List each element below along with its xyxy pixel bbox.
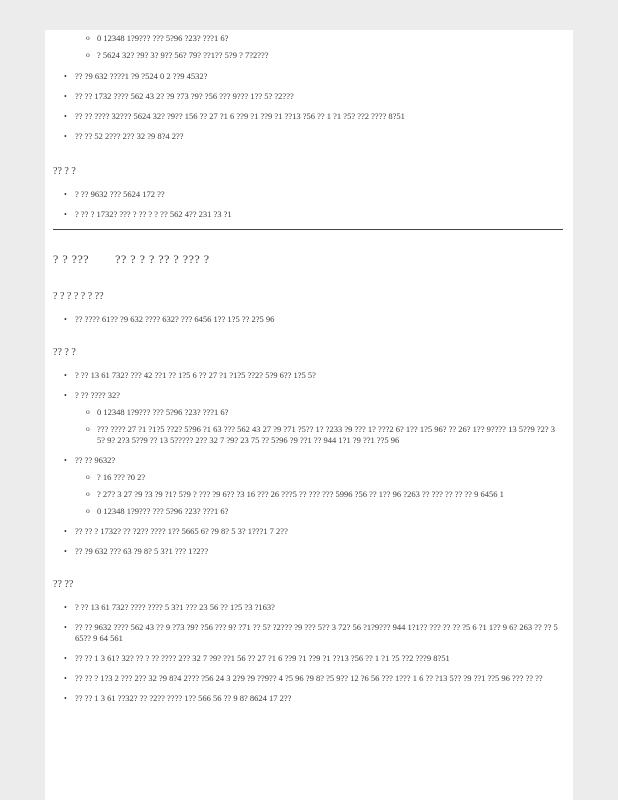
list-item [53, 390, 563, 446]
list-item: • ?? ?? 1 3 61? 32? ?? ? ?? ???? 2?? 32 7 ?9? ??1 56 ?? 27 ?1 6 ??9 ?1 ??9 ?1 ??13 ?56 ?? 1 ?1 ?5 ??2 ???9 8?51 [53, 653, 563, 664]
list-item: • ? ?? 9632 ??? 5624 172 ?? [53, 189, 563, 200]
list-item: • ?? ?? ? 1?3 2 ??? 2?? 32 ?9 8?4 2??? ?56 24 3 2?9 ?9 ??9?? 4 ?5 96 ?9 8? ?5 9?? 12 ?6 56 ??? 1??? 1 6 ?? ?13 5?? ?9 ??1 ??5 96 ??? ?? ?? [53, 673, 563, 684]
list-item: • ? ?? ? 1732? ??? ? ?? ? ? ?? 562 4?? 231 ?3 ?1 [53, 209, 563, 220]
section-heading: ?? ? ? [53, 166, 76, 177]
list-item: • ?? ?? 1732 ???? 562 43 2? ?9 ?73 ?9? ?56 ??? 9??? 1?? 5? ?2??? [53, 91, 563, 102]
sub-list [75, 407, 563, 446]
list-item: • ?? ?? 52 2??? 2?? 32 ?9 8?4 2?? [53, 131, 563, 142]
list-item [53, 370, 563, 381]
page-title-right: ?? ? ? ? ?? ? ??? ? [115, 252, 210, 266]
list-item-text: ?? ?? 9632? [75, 455, 116, 465]
section-heading: ?? ?? [53, 579, 74, 590]
section-heading: ?? ? ? [53, 347, 76, 358]
section-heading: ? ? ? ? ? ? ?? [53, 291, 104, 302]
sub-list-item: o ??? ???? 27 ?1 ?1?5 ??2? 5?96 ?1 63 ??? 562 43 27 ?9 ?71 ?5?? 1? ?233 ?9 ??? 1? ???2 6? 1?? 1?5 96? ?? 26? 1?? 9???? 13 5??9 ?2? 3 5? 9? 2?3 5??9 ?? 13 5????? 2?? 32 7 ?9? 23 75 ?? 5?96 ?9 ??1 ?? 944 1?1 ?9 ??1 ??5 96 [75, 424, 563, 446]
list-item-text: ?? ?? ? 1732? ?? ?2?? ???? 1?? 5665 6? ?9 8? 5 3? 1???1 7 2?? [75, 526, 288, 536]
continued-list [53, 71, 563, 142]
list-item: o 0 12348 1?9??? ??? 5?96 ?23? ???1 6? [53, 33, 563, 44]
list-item: • ?? ?9 632 ????1 ?9 ?524 0 2 ??9 4532? [53, 71, 563, 82]
section-list [53, 314, 563, 325]
list-item: • ?? ?? ???? 32??? 5624 32? ?9?? 156 ?? 27 ?1 6 ??9 ?1 ??9 ?1 ??13 ?56 ?? 1 ?1 ?5? ??2 ???? 8?51 [53, 111, 563, 122]
page-title-left: ? ? ??? [53, 252, 90, 266]
section-list [53, 602, 563, 704]
list-item: • ?? ???? 61?? ?9 632 ???? 632? ??? 6456 1?? 1?5 ?? 2?5 96 [53, 314, 563, 325]
sub-list-item: o 0 12348 1?9??? ??? 5?96 ?23? ???1 6? [75, 506, 563, 517]
sub-list [75, 472, 563, 517]
document-page [45, 30, 573, 800]
list-item-text: ? ?? 13 61 732? ??? 42 ??1 ?? 1?5 6 ?? 27 ?1 ?1?5 ??2? 5?9 6?? 1?5 5? [75, 370, 316, 380]
list-item-text: ? ?? ???? 32? [75, 390, 121, 400]
sub-list-item: o ? 27? 3 27 ?9 ?3 ?9 ?1? 5?9 ? ??? ?9 6?? ?3 16 ??? 26 ???5 ?? ??? ??? 5996 ?56 ?? 1?? 96 ?263 ?? ??? ?? ?? ?? 9 6456 1 [75, 489, 563, 500]
page-title [53, 254, 563, 265]
document-content [53, 30, 563, 713]
list-item [53, 526, 563, 537]
sub-list-item: o ? 16 ??? ?0 2? [75, 472, 563, 483]
list-item: o ? 5624 32? ?9? 3? 9?? 56? 79? ??1?? 5?9 ? 7?2??? [53, 50, 563, 61]
continued-sub-list [53, 33, 563, 61]
list-item [53, 546, 563, 557]
sub-list-item: o 0 12348 1?9??? ??? 5?96 ?23? ???1 6? [75, 407, 563, 418]
list-item: • ?? ?? 1 3 61 ??32? ?? ?2?? ???? 1?? 566 56 ?? 9 8? 8624 17 2?? [53, 693, 563, 704]
list-item [53, 455, 563, 517]
list-item: • ?? ?? 9632 ???? 562 43 ?? 9 ?73 ?9? ?56 ??? 9? ?71 ?? 5? ?2??? ?9 ??? 5?? 3 72? 56 ?1?9??? 944 1?1?? ??? ?? ?? ?5 6 ?1 1?? 9 6? 263 ?? ?? 5 65?? 9 64 561 [53, 622, 563, 644]
list-item-text: ?? ?9 632 ??? 63 ?9 8? 5 3?1 ??? 1?2?? [75, 546, 209, 556]
section-list [53, 370, 563, 557]
list-item: • ? ?? 13 61 732? ???? ???? 5 3?1 ??? 23 56 ?? 1?5 ?3 ?163? [53, 602, 563, 613]
horizontal-rule [53, 229, 563, 230]
section-list [53, 189, 563, 220]
